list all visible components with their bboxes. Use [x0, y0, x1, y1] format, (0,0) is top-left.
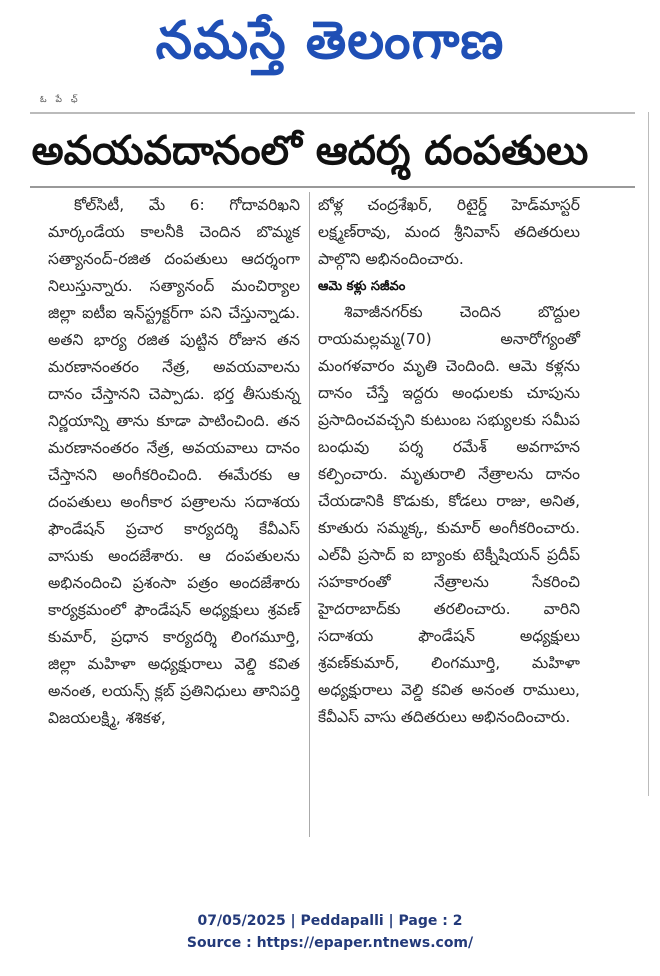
footer-source-link[interactable]: Source : https://epaper.ntnews.com/ [186, 935, 474, 951]
column-separator [309, 192, 310, 837]
left-column-paragraph: కోల్‌సిటీ, మే 6: గోదావరిఖని మార్కండేయ కాలనీకి చెందిన బొమ్మక సత్యానంద్‌-రజిత దంపతులు ఆదర్శంగా నిలుస్తున్నారు. సత్యానంద్‌ మంచిర్యాల జిల్లా ఐటీఐ ఇన్‌స్ట్రక్టర్‌గా పని చేస్తున్నాడు. అతని భార్య రజిత పుట్టిన రోజున తన మరణానంతరం నేత్ర, అవయవాలను దానం చేస్తానని చెప్పాడు. భర్త తీసుకున్న నిర్ణయాన్ని తాను కూడా పాటించింది. తన మరణానంతరం నేత్ర, అవయవాలు దానం చేస్తానని అంగీకరించింది. ఈమేరకు ఆ దంపతులు అంగీకార పత్రాలను సదాశయ ఫౌండేషన్‌ ప్రచార కార్యదర్శి కేవీఎస్‌ వాసుకు అందజేశారు. ఆ దంపతులను అభినందించి ప్రశంసా పత్రం అందజేశారు కార్యక్రమంలో ఫౌండేషన్‌ అధ్యక్షులు శ్రవణ్‌ కుమార్‌, ప్రధాన కార్యదర్శి లింగమూర్తి, జిల్లా మహిళా అధ్యక్షురాలు వెల్డి కవిత అనంత, లయన్స్‌ క్లబ్‌ ప్రతినిధులు తానిపర్తి విజయలక్ష్మి, శశికళ, [48, 196, 300, 727]
article-subhead: ఆమె కళ్లు సజీవం [318, 279, 406, 294]
right-column [318, 192, 580, 812]
headline-rule [30, 186, 635, 188]
article-headline: అవయవదానంలో ఆదర్శ దంపతులు [31, 128, 589, 174]
right-column-body: శివాజీనగర్‌కు చెందిన బొద్దుల రాయమల్లమ్మ(70) అనారోగ్యంతో మంగళవారం మృతి చెందింది. ఆమె కళ్లను దానం చేస్తే ఇద్దరు అంధులకు చూపును ప్రసాదించవచ్చని కుటుంబ సభ్యులకు సమీప బంధువు పర్శ రమేశ్‌ అవగాహన కల్పించారు. మృతురాలి నేత్రాలను దానం చేయడానికి కొడుకు, కోడలు రాజు, అనిత, కూతురు సమ్మక్క, కుమార్‌ అంగీకరించారు. ఎల్‌వీ ప్రసాద్‌ ఐ బ్యాంకు టెక్నీషియన్‌ ప్రదీప్‌ సహకారంతో నేత్రాలను సేకరించి హైదరాబాద్‌కు తరలించారు. వారిని సదాశయ ఫౌండేషన్‌ అధ్యక్షులు శ్రవణ్‌కుమార్‌, లింగమూర్తి, మహిళా అధ్యక్షురాలు వెల్డి కవిత అనంత రాములు, కేవీఎస్‌ వాసు తదితరులు అభినందించారు. [318, 303, 580, 726]
left-column [48, 192, 300, 842]
top-rule [30, 112, 635, 114]
footer [0, 910, 660, 954]
footer-date-edition: 07/05/2025 | Peddapalli | Page : 2 [197, 913, 463, 929]
right-column-intro: బోళ్ల చంద్రశేఖర్‌, రిటైర్డ్‌ హెడ్‌మాస్టర్‌ లక్ష్మణ్‌రావు, మంద శ్రీనివాస్‌ తదితరులు పాల్గొని అభినందించారు. [318, 196, 580, 268]
masthead-title: నమస్తే తెలంగాణ [155, 11, 505, 71]
page-edge-rule [648, 112, 649, 796]
page-folio: ఓ పే ఛ్ [40, 95, 81, 105]
